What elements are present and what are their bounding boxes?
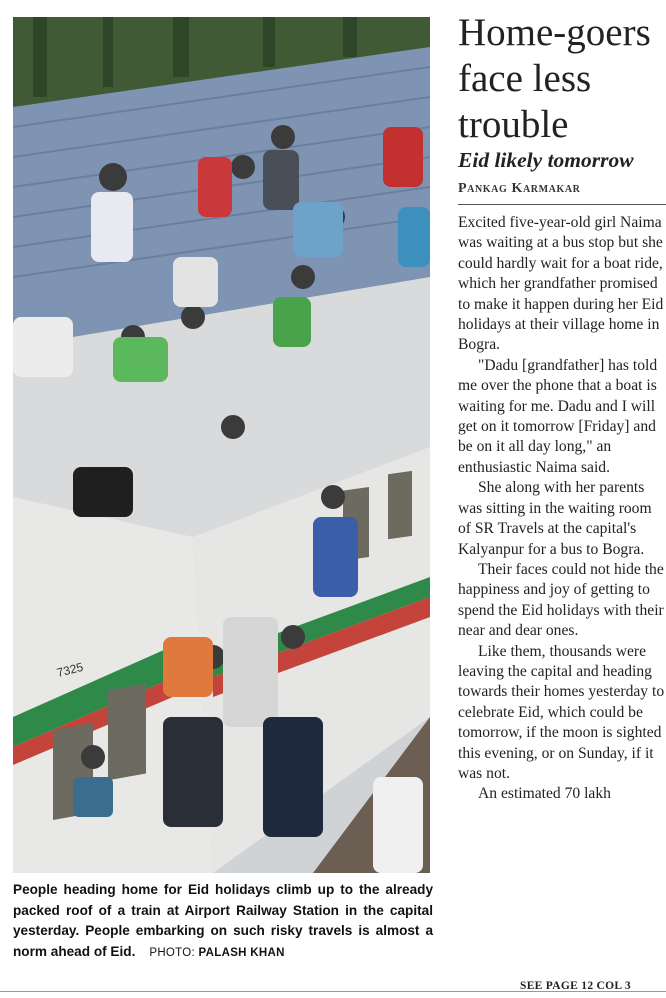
caption-text: People heading home for Eid holidays climb up to the already packed roof of a train at Airport Railway Station in the capital yesterday. People embarking on such risky travels is almost a norm ahead of Eid. xyxy=(13,882,433,959)
continued-jump: SEE PAGE 12 COL 3 xyxy=(520,980,631,992)
paragraph: Excited five-year-old girl Naima was waiting at a bus stop but she could hardly wait for a boat ride, which her grandfather promised to make it happen during her Eid holidays at their village home in Bogra. xyxy=(458,214,664,354)
photo-caption xyxy=(13,880,433,963)
paragraph: Their faces could not hide the happiness and joy of getting to spend the Eid holidays with their near and dear ones. xyxy=(458,560,664,640)
headline: Home-goers face less trouble xyxy=(458,11,651,146)
photo-credit xyxy=(149,947,284,959)
paragraph: Like them, thousands were leaving the capital and heading towards their homes yesterday to celebrate Eid, which could be tomorrow, if the moon is sighted this evening, or on Sunday, if it was not. xyxy=(458,642,665,782)
page-rule xyxy=(0,991,666,992)
paragraph: "Dadu [grandfather] has told me over the phone that a boat is waiting for me. Dadu and I will get on it tomorrow [Friday] and be on it all day long," an enthusiastic Naima said. xyxy=(458,356,658,476)
paragraph: An estimated 70 lakh xyxy=(478,785,611,803)
byline: Pankag Karmakar xyxy=(458,181,581,196)
subhead: Eid likely tomorrow xyxy=(458,148,634,172)
paragraph: She along with her parents was sitting in the waiting room of SR Travels at the capital's Kalyanpur for a bus to Bogra. xyxy=(458,479,652,558)
train-number-label: 7325 xyxy=(55,659,85,680)
byline-rule xyxy=(458,204,666,205)
news-photo xyxy=(13,17,430,873)
article-body xyxy=(458,213,666,805)
credit-name: PALASH KHAN xyxy=(198,946,285,959)
credit-prefix: PHOTO: xyxy=(149,946,196,959)
